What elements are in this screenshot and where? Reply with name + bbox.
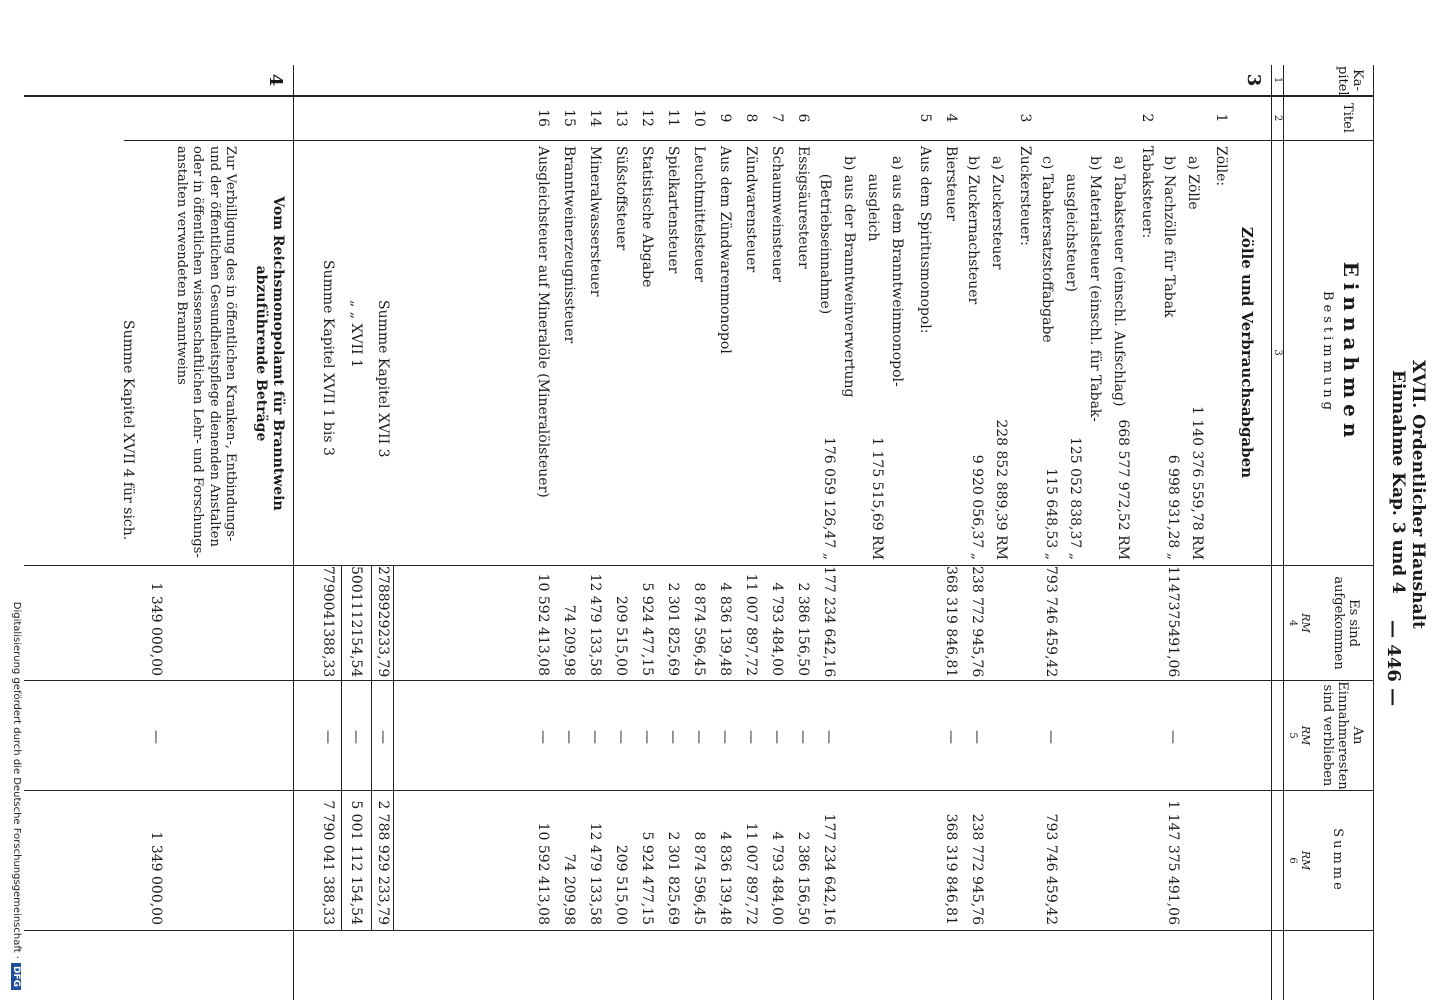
- row-reste: —: [943, 730, 959, 744]
- sum2-label: „ „ XVII 1: [348, 300, 364, 368]
- row-sub-amount: 668 577 972,52 RM: [1115, 419, 1131, 560]
- row-sub-text: a) Zölle: [1185, 156, 1201, 210]
- row-summe: 2 386 156,50: [795, 831, 811, 925]
- colnum-1: 1: [1272, 76, 1283, 84]
- row-text: Zündwarensteuer: [743, 146, 759, 273]
- row-reste: —: [717, 730, 733, 744]
- row-titel: 10: [691, 109, 707, 127]
- row-aufgekommen: 74 209,98: [561, 604, 577, 676]
- header-bestimmung: Bestimmung: [1320, 290, 1335, 415]
- unit-rest: RM: [1299, 725, 1312, 746]
- sum2-rest: —: [348, 730, 364, 744]
- row-summe: 368 319 846,81: [943, 813, 959, 925]
- row-summe: 8 874 596,45: [691, 831, 707, 925]
- colnum-4: 4: [1287, 619, 1298, 627]
- kapitel-4-heading: Vom Reichsmonopolamt für Branntwein abzuführende Beträge: [253, 196, 286, 511]
- kapitel-3-heading: Zölle und Verbrauchsabgaben: [1238, 226, 1256, 479]
- sum1-summe: 2 788 929 233,79: [375, 800, 391, 925]
- row-titel: 4: [943, 113, 959, 123]
- row-summe: 5 924 477,15: [639, 831, 655, 925]
- row-sub-amount: 6 998 931,28 „: [1165, 454, 1181, 560]
- row-text: Zölle:: [1213, 146, 1229, 187]
- row-text: Tabaksteuer:: [1139, 146, 1155, 239]
- kapitel-4-number: 4: [265, 73, 286, 87]
- row-aufgekommen: 209 515,00: [613, 595, 629, 676]
- row-text: Süßstoffsteuer: [613, 146, 629, 251]
- unit-summe: RM: [1299, 850, 1312, 871]
- row-text: Statistische Abgabe: [639, 146, 655, 288]
- row-reste: —: [665, 730, 681, 744]
- row-aufgekommen: 238 772 945,76: [969, 566, 985, 678]
- dfg-logo: DFG: [11, 963, 21, 990]
- row-reste: —: [795, 730, 811, 744]
- row-titel: 3: [1017, 113, 1033, 123]
- page-number: — 446 —: [1383, 620, 1404, 707]
- sum1-rest: —: [375, 730, 391, 744]
- row-text: Leuchtmittelsteuer: [691, 146, 707, 282]
- header-einnahmen: Einnahmen: [1339, 261, 1363, 444]
- row-aufgekommen: 8 874 596,45: [691, 582, 707, 676]
- row-summe: 4 793 484,00: [769, 831, 785, 925]
- sum3-auf: 7790041388,33: [320, 566, 336, 678]
- row-sub-text: b) Zuckernachsteuer: [965, 156, 981, 305]
- colnum-6: 6: [1287, 857, 1298, 864]
- row-sub-text: b) Nachzölle für Tabak: [1161, 156, 1177, 318]
- row-summe: 74 209,98: [561, 853, 577, 925]
- sum1-auf: 2788929233,79: [375, 566, 391, 678]
- row-reste: —: [587, 730, 603, 744]
- row-aufgekommen: 4 793 484,00: [769, 582, 785, 676]
- row-summe: 1 147 375 491,06: [1165, 800, 1181, 925]
- table-top-rule: [1373, 65, 1374, 1000]
- colnum-2: 2: [1272, 114, 1283, 122]
- sum3-rest: —: [320, 730, 336, 744]
- row-text: Aus dem Spiritusmonopol:: [917, 146, 933, 334]
- row-titel: 16: [535, 109, 551, 127]
- row-sub-amount: 125 052 838,37 „: [1067, 436, 1083, 560]
- header-summe: Summe: [1330, 828, 1345, 893]
- row-reste: —: [769, 730, 785, 744]
- row-sub-text: a) Tabaksteuer (einschl. Aufschlag): [1111, 156, 1127, 407]
- row-titel: 13: [613, 109, 629, 127]
- row-summe: 10 592 413,08: [535, 822, 551, 925]
- row-aufgekommen: 2 301 825,69: [665, 582, 681, 676]
- col-line-right: [24, 930, 1374, 931]
- row-summe: 12 479 133,58: [587, 822, 603, 925]
- row-reste: —: [639, 730, 655, 744]
- row-sub-text: c) Tabakersatzstoffabgabe: [1039, 156, 1055, 343]
- row-text: Mineralwassersteuer: [587, 146, 603, 297]
- kapitel-4-auf: 1 349 000,00: [148, 582, 164, 676]
- row-titel: 7: [769, 113, 785, 123]
- row-titel: 6: [795, 113, 811, 123]
- header-titel: Titel: [1340, 103, 1355, 133]
- row-aufgekommen: 12 479 133,58: [587, 573, 603, 676]
- row-reste: —: [969, 730, 985, 744]
- sum2-auf: 5001112154,54: [348, 566, 364, 678]
- sum3-label: Summe Kapitel XVII 1 bis 3: [320, 260, 336, 456]
- row-sub-amount: 9 920 056,37 „: [969, 454, 985, 560]
- row-summe: 209 515,00: [613, 844, 629, 925]
- row-sub-text: b) aus der Branntweinverwertung (Betriebseinnahme): [817, 156, 857, 398]
- row-reste: —: [561, 730, 577, 744]
- col-line-auf: [24, 680, 1374, 681]
- header-kapitel: Ka- pitel: [1335, 66, 1365, 96]
- footer-text: Digitalisierung gefördert durch die Deutsche Forschungsgemeinschaft ·: [11, 601, 22, 959]
- unit-auf: RM: [1299, 613, 1312, 633]
- row-sub-amount: 1 175 515,69 RM: [869, 437, 885, 560]
- row-summe: 4 836 139,48: [717, 831, 733, 925]
- row-sub-amount: 176 059 126,47 „: [821, 436, 837, 560]
- row-aufgekommen: 368 319 846,81: [943, 566, 959, 678]
- row-aufgekommen: 11 007 897,72: [743, 573, 759, 676]
- section4-rule: [293, 65, 294, 1000]
- row-sub-text: a) aus dem Branntweinmonopol- ausgleich: [865, 156, 905, 387]
- sum1-label: Summe Kapitel XVII 3: [375, 300, 391, 458]
- page-subtitle: Einnahme Kap. 3 und 4: [1388, 370, 1408, 594]
- row-text: Spielkartensteuer: [665, 146, 681, 274]
- row-aufgekommen: 793 746 459,42: [1043, 566, 1059, 678]
- sum2-summe: 5 001 112 154,54: [348, 800, 364, 925]
- row-aufgekommen: 5 924 477,15: [639, 582, 655, 676]
- row-summe: 11 007 897,72: [743, 822, 759, 925]
- page-title: XVII. Ordentlicher Haushalt: [1408, 360, 1428, 629]
- row-sub-text: b) Materialsteuer (einschl. für Tabak- ausgleichsteuer): [1063, 156, 1103, 422]
- row-titel: 1: [1213, 113, 1229, 123]
- row-text: Branntweinerzeugnissteuer: [561, 146, 577, 344]
- row-sub-text: a) Zuckersteuer: [989, 156, 1005, 270]
- row-text: Essigsäuresteuer: [795, 146, 811, 269]
- row-reste: —: [743, 730, 759, 744]
- row-aufgekommen: 10 592 413,08: [535, 573, 551, 676]
- row-reste: —: [821, 730, 837, 744]
- row-sub-amount: 228 852 889,39 RM: [993, 419, 1009, 560]
- header-aufgekommen: Es sind aufgekommen: [1331, 576, 1361, 670]
- kapitel-4-summe: 1 349 000,00: [148, 831, 164, 925]
- kapitel-4-rest: —: [148, 730, 164, 744]
- colnum-3: 3: [1272, 349, 1283, 356]
- row-aufgekommen: 2 386 156,50: [795, 582, 811, 676]
- row-summe: 793 746 459,42: [1043, 813, 1059, 925]
- sum3-rule: [341, 565, 342, 930]
- row-titel: 8: [743, 113, 759, 123]
- row-titel: 9: [717, 113, 733, 123]
- row-summe: 177 234 642,16: [821, 813, 837, 925]
- row-titel: 12: [639, 109, 655, 127]
- sum1-rule: [393, 565, 394, 930]
- row-titel: 5: [917, 113, 933, 123]
- row-reste: —: [1043, 730, 1059, 744]
- row-summe: 238 772 945,76: [969, 813, 985, 925]
- row-aufgekommen: 4 836 139,48: [717, 582, 733, 676]
- digitization-footer: [11, 30, 22, 990]
- row-text: Schaumweinsteuer: [769, 146, 785, 282]
- col-line-titel: [124, 140, 1374, 141]
- row-titel: 11: [665, 109, 681, 127]
- row-reste: —: [1165, 730, 1181, 744]
- row-text: Zuckersteuer:: [1017, 146, 1033, 246]
- colnum-5: 5: [1287, 732, 1298, 739]
- row-sub-amount: 1 140 376 559,78 RM: [1189, 405, 1205, 560]
- row-reste: —: [691, 730, 707, 744]
- table-header-rule: [1283, 65, 1284, 1000]
- row-aufgekommen: 177 234 642,16: [821, 566, 837, 678]
- kapitel-3-number: 3: [1243, 73, 1264, 87]
- sum2-rule: [371, 565, 372, 930]
- row-text: Aus dem Zündwarenmonopol: [717, 146, 733, 354]
- row-text: Ausgleichsteuer auf Mineralöle (Mineralölsteuer): [535, 146, 551, 498]
- row-summe: 2 301 825,69: [665, 831, 681, 925]
- row-text: Biersteuer: [943, 146, 959, 221]
- row-reste: —: [613, 730, 629, 744]
- row-aufgekommen: 1147375491,06: [1165, 566, 1181, 678]
- row-reste: —: [535, 730, 551, 744]
- kapitel-4-text: Zur Verbilligung des in öffentlichen Kranken-, Entbindungs- und der öffentlichen Gesundheitspflege dienenden Anstalten oder in öffentlichen wissenschaftlichen Lehr- und Forschungs- anstalten verwendeten Branntweins: [174, 146, 238, 558]
- row-titel: 14: [587, 109, 603, 127]
- row-titel: 15: [561, 109, 577, 127]
- kapitel-4-sum-label: Summe Kapitel XVII 4 für sich.: [120, 320, 136, 541]
- row-sub-amount: 115 648,53 „: [1043, 468, 1059, 560]
- sum3-summe: 7 790 041 388,33: [320, 800, 336, 925]
- header-reste: An Einnahmeresten sind verblieben: [1320, 681, 1365, 790]
- row-titel: 2: [1139, 113, 1155, 123]
